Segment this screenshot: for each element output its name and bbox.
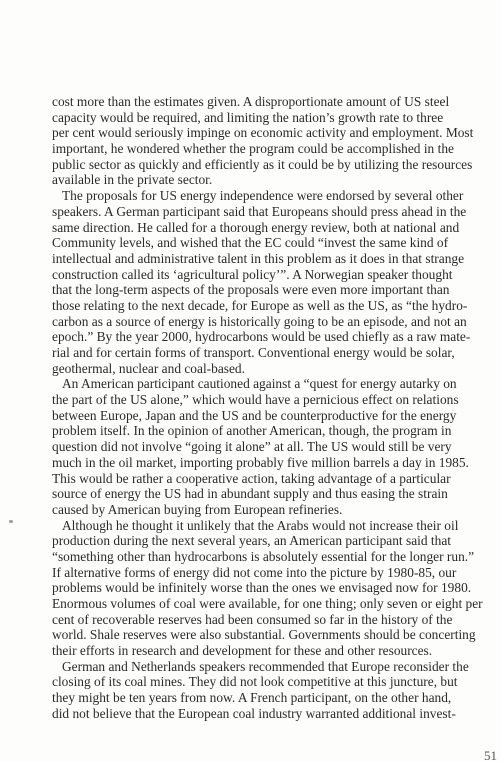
- text-line: speakers. A German participant said that Europeans should press ahead in the: [52, 203, 467, 219]
- text-line: important, he wondered whether the program could be accomplished in the: [52, 141, 454, 157]
- text-line: same direction. He called for a thorough energy review, both at national and: [52, 219, 460, 235]
- text-line: carbon as a source of energy is historically going to be an episode, and not an: [52, 313, 467, 329]
- text-line: available in the private sector.: [52, 172, 213, 188]
- text-line: per cent would seriously impinge on economic activity and employment. Most: [52, 125, 474, 141]
- text-line: rial and for certain forms of transport. Conventional energy would be solar,: [52, 345, 455, 360]
- text-line: did not believe that the European coal industry warranted additional invest-: [52, 705, 456, 721]
- text-line: production during the next several years, an American participant said that: [52, 533, 451, 549]
- text-line: geothermal, nuclear and coal-based.: [52, 360, 245, 376]
- text-line: they might be ten years from now. A French participant, on the other hand,: [52, 690, 452, 706]
- text-line: world. Shale reserves were also substantial. Governments should be concerting: [52, 627, 476, 643]
- text-line: problem itself. In the opinion of another American, though, the program in: [52, 423, 452, 439]
- text-line: closing of its coal mines. They did not look competitive at this juncture, but: [52, 674, 458, 690]
- text-line: If alternative forms of energy did not come into the picture by 1980-85, our: [52, 564, 457, 580]
- text-line: between Europe, Japan and the US and be counterproductive for the energy: [52, 407, 457, 423]
- text-line: caused by American buying from European refineries.: [52, 501, 343, 517]
- paragraph-first-line: An American participant cautioned against a “quest for energy autarky on: [62, 376, 457, 392]
- page-number: 51: [484, 748, 497, 763]
- text-line: intellectual and administrative talent in this problem as it does in that strange: [52, 250, 465, 266]
- text-line: their efforts in research and development for these and other resources.: [52, 643, 433, 659]
- text-line: cost more than the estimates given. A disproportionate amount of US steel: [52, 94, 450, 109]
- text-line: epoch.” By the year 2000, hydrocarbons would be used chiefly as a raw mate-: [52, 329, 471, 345]
- text-line: cent of recoverable reserves had been consumed so far in the history of the: [52, 611, 453, 627]
- text-line: much in the oil market, importing probably five million barrels a day in 1985.: [52, 454, 469, 470]
- text-line: the part of the US alone,” which would have a pernicious effect on relations: [52, 392, 459, 408]
- text-line: “something other than hydrocarbons is absolutely essential for the longer run.”: [52, 548, 475, 564]
- text-line: capacity would be required, and limiting the nation’s growth rate to three: [52, 109, 444, 125]
- stray-ink-mark: [9, 520, 13, 523]
- text-line: Community levels, and wished that the EC could “invest the same kind of: [52, 235, 449, 251]
- body-text-column: [52, 94, 499, 744]
- text-line: This would be rather a cooperative action, taking advantage of a particular: [52, 470, 451, 486]
- paragraph-first-line: The proposals for US energy independence were endorsed by several other: [62, 188, 464, 204]
- text-line: construction called its ‘agricultural policy’”. A Norwegian speaker thought: [52, 266, 453, 282]
- text-line: those relating to the next decade, for Europe as well as the US, as “the hydro-: [52, 297, 468, 313]
- text-line: public sector as quickly and efficiently as it could be by utilizing the resources: [52, 156, 473, 172]
- text-line: that the long-term aspects of the proposals were even more important than: [52, 282, 450, 298]
- text-line: source of energy the US had in abundant supply and thus easing the strain: [52, 486, 448, 502]
- text-line: question did not involve “going it alone” at all. The US would still be very: [52, 439, 452, 455]
- paragraph-first-line: Although he thought it unlikely that the Arabs would not increase their oil: [62, 517, 459, 533]
- text-line: problems would be infinitely worse than the ones we envisaged now for 1980.: [52, 580, 472, 596]
- text-line: Enormous volumes of coal were available, for one thing; only seven or eight per: [52, 596, 483, 611]
- paragraph-first-line: German and Netherlands speakers recommended that Europe reconsider the: [62, 658, 469, 674]
